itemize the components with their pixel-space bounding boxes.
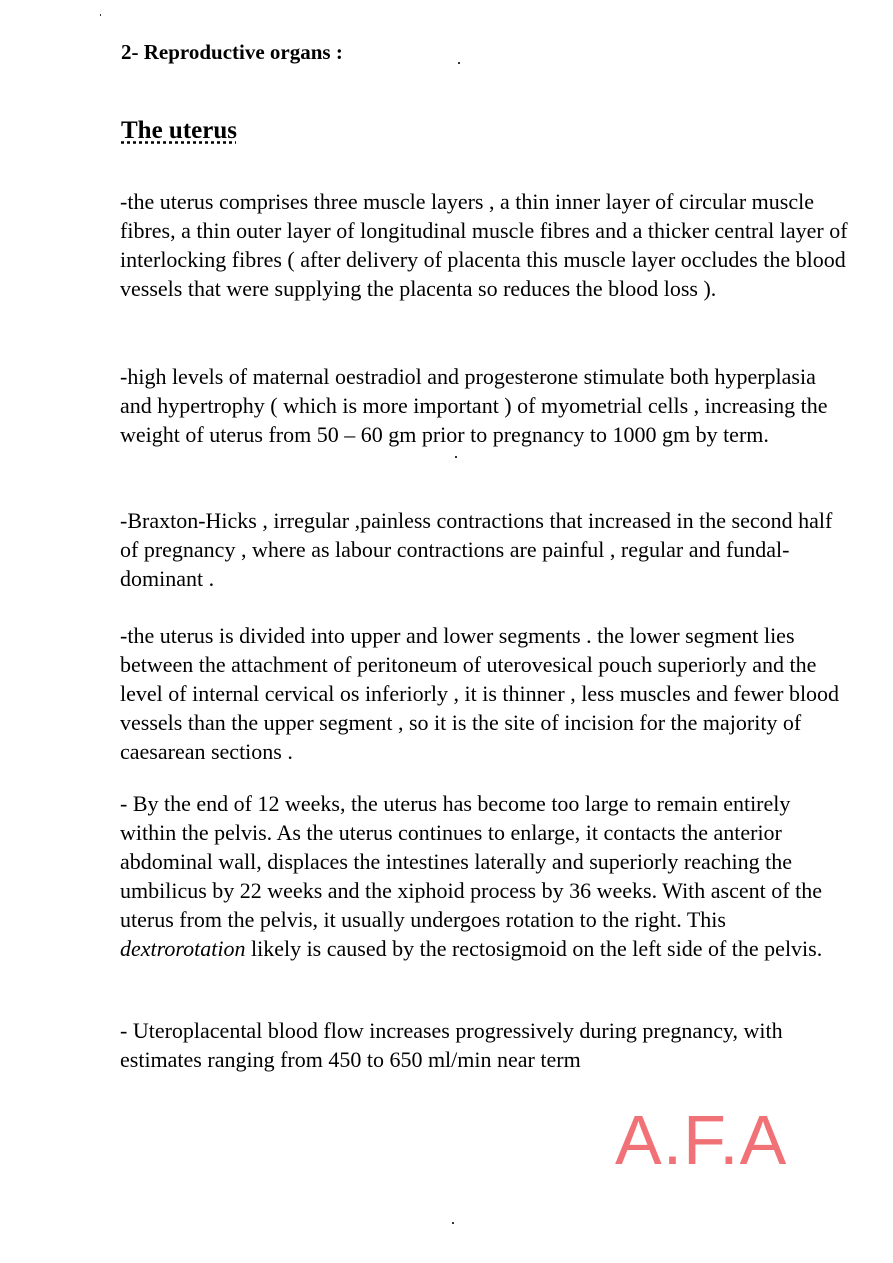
scan-speck xyxy=(452,1222,454,1224)
page-title: The uterus xyxy=(121,117,237,144)
paragraph-segments: -the uterus is divided into upper and lower segments . the lower segment lies between the attachment of peritoneum of uterovesical pouch superiorly and the level of internal cervical os inferiorly , it is thinner , less muscles and fewer blood vessels than the upper segment , so it is the site of incision for the majority of caesarean sections . xyxy=(120,623,840,764)
paragraph-braxton-hicks: -Braxton-Hicks , irregular ,painless contractions that increased in the second half of pregnancy , where as labour contractions are painful , regular and fundal-dominant . xyxy=(120,508,833,591)
paragraph-growth xyxy=(120,789,850,963)
scan-speck xyxy=(455,456,457,458)
section-heading: 2- Reproductive organs : xyxy=(121,40,343,64)
paragraph-growth-after: likely is caused by the rectosigmoid on the left side of the pelvis. xyxy=(245,936,823,961)
scan-speck xyxy=(100,14,101,16)
paragraph-growth-before: - By the end of 12 weeks, the uterus has become too large to remain entirely within the pelvis. As the uterus continues to enlarge, it contacts the anterior abdominal wall, displaces the intestines laterally and superiorly reaching the umbilicus by 22 weeks and the xiphoid process by 36 weeks. With ascent of the uterus from the pelvis, it usually undergoes rotation to the right. This xyxy=(120,791,822,932)
paragraph-muscle-layers: -the uterus comprises three muscle layers , a thin inner layer of circular muscle fibres, a thin outer layer of longitudinal muscle fibres and a thicker central layer of interlocking fibres ( after delivery of placenta this muscle layer occludes the blood vessels that were supplying the placenta so reduces the blood loss ). xyxy=(120,189,848,301)
dextrorotation-emphasis: dextrorotation xyxy=(120,936,246,961)
paragraph-hormones: -high levels of maternal oestradiol and progesterone stimulate both hyperplasia and hypertrophy ( which is more important ) of myometrial cells , increasing the weight of uterus from 50 – 60 gm prior to pregnancy to 1000 gm by term. xyxy=(120,364,828,447)
watermark: A.F.A xyxy=(615,1101,788,1179)
paragraph-blood-flow: - Uteroplacental blood flow increases progressively during pregnancy, with estimates ranging from 450 to 650 ml/min near term xyxy=(120,1018,783,1072)
scan-speck xyxy=(458,62,460,64)
